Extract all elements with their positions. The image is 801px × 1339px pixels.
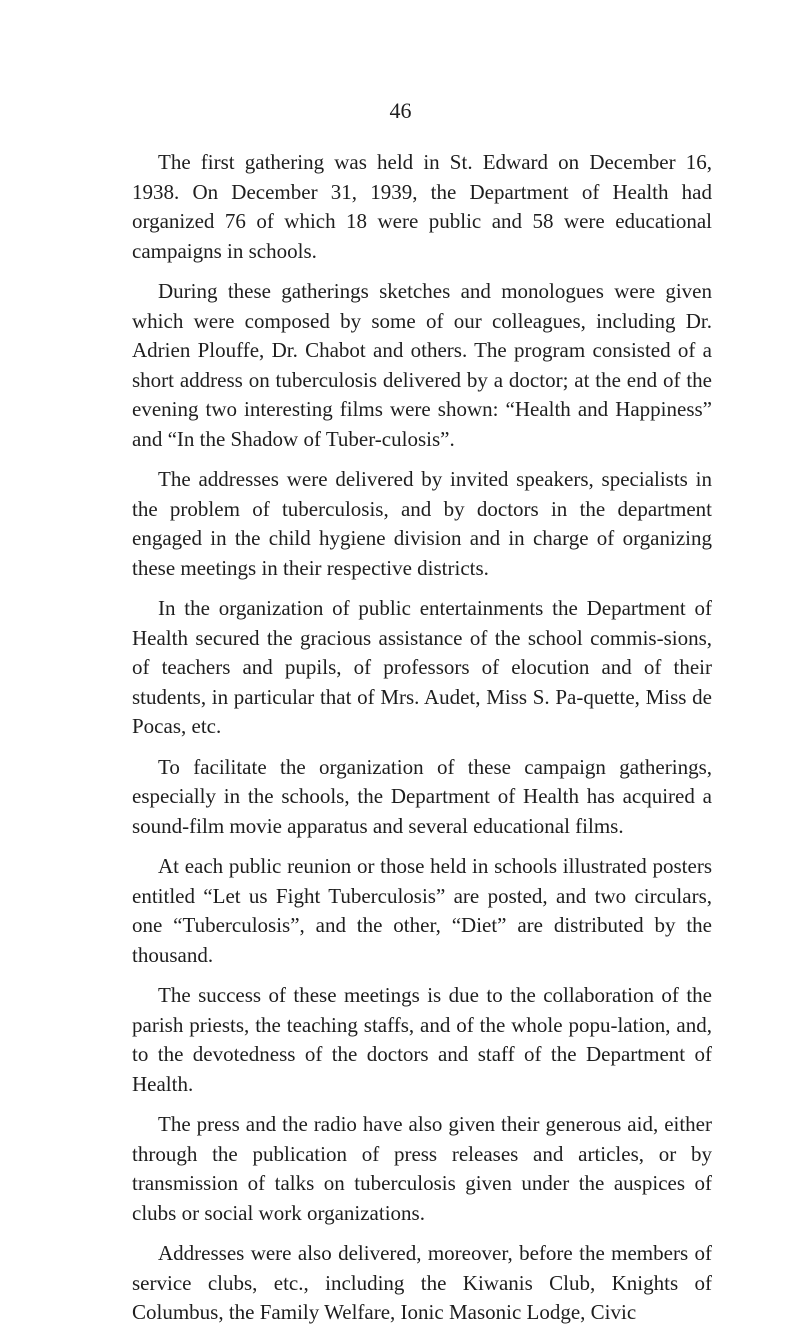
paragraph-press-radio: The press and the radio have also given their generous aid, either through the publication of press releases and articles, or by transmission of talks on tuberculosis given under the auspices of clubs or social work organizations. [132, 1112, 712, 1225]
paragraph-success-collaboration: The success of these meetings is due to the collaboration of the parish priests, the teaching staffs, and of the whole popu-lation, and, to the devotedness of the doctors and staff of the Department of Health. [132, 983, 712, 1096]
paragraph-public-entertainments: In the organization of public entertainments the Department of Health secured the gracious assistance of the school commis-sions, of teachers and pupils, of professors of elocution and of their students, in particular that of Mrs. Audet, Miss S. Pa-quette, Miss de Pocas, etc. [132, 596, 712, 738]
body-text [132, 148, 712, 1339]
paragraph-addresses-speakers: The addresses were delivered by invited speakers, specialists in the problem of tuberculosis, and by doctors in the department engaged in the child hygiene division and in charge of organizing these meetings in their respective districts. [132, 467, 712, 580]
paragraph-first-gathering: The first gathering was held in St. Edward on December 16, 1938. On December 31, 1939, the Department of Health had organized 76 of which 18 were public and 58 were educational campaigns in schools. [132, 150, 712, 263]
paragraph-sound-film-apparatus: To facilitate the organization of these campaign gatherings, especially in the schools, the Department of Health has acquired a sound-film movie apparatus and several educational films. [132, 754, 712, 838]
paragraph-posters-circulars: At each public reunion or those held in schools illustrated posters entitled “Let us Fight Tuberculosis” are posted, and two circulars, one “Tuberculosis”, and the other, “Diet” are distributed by the thousand. [132, 854, 712, 967]
page-number: 46 [389, 98, 412, 123]
paragraph-sketches-monologues: During these gatherings sketches and monologues were given which were composed by some of our colleagues, including Dr. Adrien Plouffe, Dr. Chabot and others. The program consisted of a short address on tuberculosis delivered by a doctor; at the end of the evening two interesting films were shown: “Health and Happiness” and “In the Shadow of Tuber-culosis”. [132, 279, 712, 451]
paragraph-service-clubs: Addresses were also delivered, moreover, before the members of service clubs, etc., including the Kiwanis Club, Knights of Columbus, the Family Welfare, Ionic Masonic Lodge, Civic [132, 1241, 712, 1324]
